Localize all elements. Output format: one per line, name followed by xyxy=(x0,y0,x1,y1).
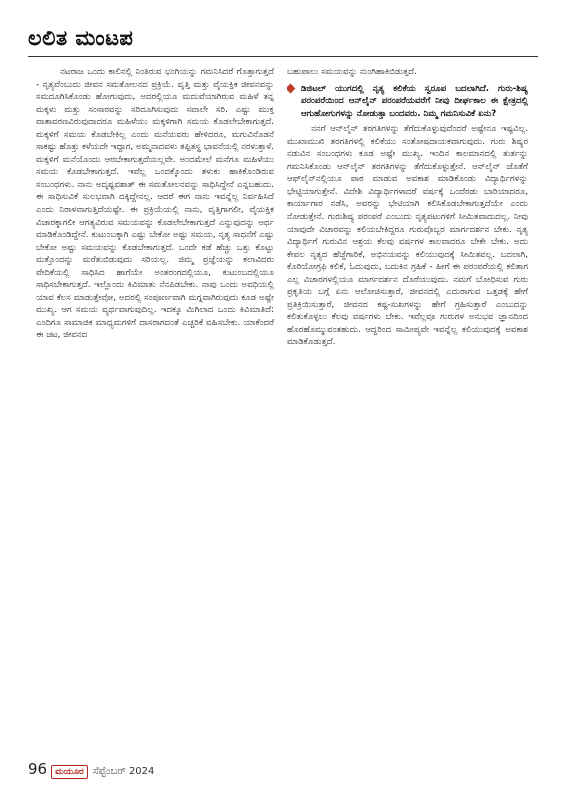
page-footer xyxy=(28,760,154,780)
article-paragraph: ನಟರಾಜ ಒಂದು ಕಾಲಿನಲ್ಲಿ ನಿಂತಿರುವ ಭಂಗಿಯನ್ನು ಗಮನಿಸಿದರೆ ಗೊತ್ತಾಗುತ್ತದೆ - ನೃತ್ಯವೆಂಬುದು ಜೀವನ ಸಮತೋಲನದ ಪ್ರಕ್ರಿಯೆ. ವೃತ್ತಿ ಮತ್ತು ವೈಯಕ್ತಿಕ ಜೀವನವನ್ನು ಸಮದೂಗಿಸಿಕೊಂಡು ಹೋಗುವುದು, ಅದರಲ್ಲಿಯೂ ಮದುವೆಯಾಗಿರುವ ಮಹಿಳೆ ತನ್ನ ಮಕ್ಕಳು ಮತ್ತು ಸಂಸಾರವನ್ನು ಸರಿದೂಗಿಸುವುದು ಸವಾಲೇ ಸರಿ. ಎಷ್ಟು ಮುಕ್ತ ವಾತಾವರಣವಿರುವುದಾದರೂ ಮಹಿಳೆಯು ಮಕ್ಕಳಿಗಾಗಿ ಸಮಯ ಕೊಡಲೇಬೇಕಾಗುತ್ತದೆ. ಮಕ್ಕಳಿಗೆ ಸಮಯ ಕೊಡಬೇಕಿಲ್ಲ ಎಂದು ಮನೆಯವರು ಹೇಳಿದರೂ, ಮಗುವಿನೊಡನೆ ಸಾಕಷ್ಟು ಹೊತ್ತು ಕಳೆಯದೇ ಇದ್ದಾಗ, ಅಮ್ಮನಾದವಳು ತಪ್ಪಿತಸ್ಥ ಭಾವನೆಯಲ್ಲಿ ನರಳುತ್ತಾಳೆ. ಮಕ್ಕಳಿಗೆ ಮನೆಯೊಂದು ಆರಬೇಕಾಗುತ್ತದೆಯಲ್ಲವೇ. ಅಂದಮೇಲೆ ಮನೆಗೂ ಮಹಿಳೆಯು ಸಮಯ ಕೊಡಬೇಕಾಗುತ್ತದೆ. ಇವೆಲ್ಲ ಒಂದಕ್ಕೊಂದು ತಳುಕು ಹಾಕಿಕೊಂಡಿರುವ ಸಂಬಂಧಗಳು. ನಾನು ಅದೃಷ್ಟವಶಾತ್ ಈ ಸಮತೋಲನವನ್ನು ಸಾಧಿಸಿದ್ದೇನೆ ಎನ್ನಬಹುದು. ಈ ಸಾಧಿಸುವಿಕೆ ಸುಲಭವಾಗಿ ದಕ್ಕಿದ್ದೇನಲ್ಲ. ಆದರೆ ಈಗ ನಾನು ಇವನ್ನೆಲ್ಲ ನಿರ್ವಹಿಸಿದೆ ಎಂದು ನಿರಾಳವಾಗುತ್ತಿದೆಯಷ್ಟೇ. ಈ ಪ್ರಕ್ರಿಯೆಯಲ್ಲಿ ನಾನು, ವೃತ್ತಿಗಾಗಲೀ, ವೈಯಕ್ತಿಕ ವಿಚಾರಕ್ಕಾಗಲೀ ಆಗತ್ಯವಿರುವ ಸಮಯವನ್ನು ಕೊಡಲೇಬೇಕಾಗುತ್ತದೆ ಎನ್ನುವುದನ್ನು ಅರ್ಥ ಮಾಡಿಕೊಂಡಿದ್ದೇನೆ. ಕುಟುಂಬಕ್ಕಾಗಿ ಎಷ್ಟು ಬೇಕೋ ಅಷ್ಟು ಸಮಯ, ನೃತ್ಯ ಸಾಧನೆಗೆ ಎಷ್ಟು ಬೇಕೋ ಅಷ್ಟು ಸಮಯವನ್ನು ಕೊಡಬೇಕಾಗುತ್ತದೆ. ಒಂದೇ ಕಡೆ ಹೆಚ್ಚು ಒತ್ತು ಕೊಟ್ಟು ಮತ್ತೊಂದನ್ನು ಮರೆತುಬಿಡುವುದು ಸರಿಯಲ್ಲ. ಜಿಮ್ಮ ಪ್ರಜ್ಞೆಯನ್ನು ಕಲಾವಿದರು ವೇದಿಕೆಯಲ್ಲಿ ಸಾಧಿಸಿದ ಹಾಗೆಯೇ ಅಂತರಂಗದಲ್ಲಿಯೂ, ಕುಟುಂಬದಲ್ಲಿಯೂ ಸಾಧಿಸಬೇಕಾಗುತ್ತದೆ. ಇಲ್ಲೊಂದು ಕಿವಿಮಾತು ನೆನಪಿಡಬೇಕು. ನಾವು ಒಂದು ಅವಧಿಯಲ್ಲಿ ಯಾವ ಕೆಲಸ ಮಾಡುತ್ತೇವೋ, ಅದರಲ್ಲಿ ಸಂಪೂರ್ಣವಾಗಿ ಮಗ್ನವಾಗಿರುವುದು ಕೂಡ ಅಷ್ಟೇ ಮುಖ್ಯ. ಆಗ ಸಮಯ ವ್ಯರ್ಥವಾಗುವುದಿಲ್ಲ. ಇದಕ್ಕೂ ಮಿಗಿಲಾದ ಒಂದು ಕಿವಿಮಾತಿದೆ: ಎಂದಿಗೂ ಸಾಮಾಜಿಕ ಮಾಧ್ಯಮಗಳಿಗೆ ದಾಸರಾಗದಂತೆ ಎಚ್ಚರಿಕೆ ವಹಿಸಬೇಕು. ಯಾಕೆಂದರೆ ಈ ಚಟ, ಜೀವನದ xyxy=(36,67,274,341)
header-divider xyxy=(28,56,538,57)
page-header xyxy=(28,26,538,58)
page-number: 96 xyxy=(28,760,48,778)
diamond-bullet-icon xyxy=(287,83,295,93)
article-paragraph-continuation: ಬಹುಪಾಲು ಸಮಯವನ್ನು ನುಂಗಿಹಾಕಿಬಿಡುತ್ತದೆ. xyxy=(287,67,417,77)
interview-answer: ನನಗೆ ಆನ್‌ಲೈನ್ ತರಗತಿಗಳನ್ನು ತೆಗೆದುಕೊಳ್ಳುವುದೆಂದರೆ ಅಷ್ಟೇನೂ ಇಷ್ಟವಿಲ್ಲ. ಮುಖಾಮುಖಿ ತರಗತಿಗಳಲ್ಲಿ ಕಲಿಕೆಯು ಸಂತೋಷದಾಯಕವಾಗುವುದು. ಗುರು ಶಿಷ್ಯರ ನಡುವಿನ ಸಂಬಂಧಗಳು ಕೂಡ ಅಷ್ಟೇ ಮುಖ್ಯ. ಇಂದಿನ ಕಾಲಮಾನದಲ್ಲಿ ತುರ್ತನ್ನು ಗಮನಿಸಿಕೊಂಡು ಆನ್‌ಲೈನ್ ತರಗತಿಗಳನ್ನು ತೆಗೆದುಕೊಳ್ಳುತ್ತೇನೆ. ಆನ್‌ಲೈನ್ ಜೊತೆಗೆ ಆಫ್‌ಲೈನ್‌ನಲ್ಲಿಯೂ ಪಾಠ ಮಾಡುವ ಅವಕಾಶ ಮಾಡಿಕೊಂಡು ವಿದ್ಯಾರ್ಥಿಗಳನ್ನು ಭೇಟ್ಟಿಯಾಗುತ್ತೇನೆ. ವಿದೇಶಿ ವಿದ್ಯಾರ್ಥಿಗಳಾದರೆ ವರ್ಷಕ್ಕೆ ಒಂದೆರಡು ಬಾರಿಯಾದರೂ, ಕಾರ್ಯಾಗಾರ ನಡೆಸಿ, ಅವರನ್ನು ಭೇಟಿಯಾಗಿ ಕಲಿಸಿಕೊಡಬೇಕಾಗುತ್ತದೆಯೇ ಎಂದು ನೋಡುತ್ತೇನೆ. ಗುರುಶಿಷ್ಯ ಪರಂಪರೆ ಎಂಬುದು ನೃತ್ಯಪಟುಗಳಿಗೆ ಸೀಮಿತವಾದುದಲ್ಲ. ನೀವು ಯಾವುದೇ ವಿಚಾರವನ್ನು ಕಲಿಯಬೇಕಿದ್ದರೂ ಗುರುವೊಬ್ಬರ ಮಾರ್ಗದರ್ಶನ ಬೇಕು. ನೃತ್ಯ ವಿದ್ಯಾರ್ಥಿಗೆ ಗುರುವಿನ ಆಶ್ರಯ ಕೆಲವು ವರ್ಷಗಳ ಕಾಲವಾದರೂ ಬೇಕೇ ಬೇಕು. ಅದು ಕೇವಲ ನೃತ್ಯದ ಹೆಜ್ಜೆಗಾರಿಕೆ, ಅಭಿನಯವನ್ನು ಕಲಿಯುವುದಕ್ಕೆ ಸೀಮಿತವಲ್ಲ. ಬದಲಾಗಿ, ಕೊರಿಯೋಗ್ರಫಿ ಕಲಿಕೆ, ಓದುವುದು, ಬದುಕಿನ ಗ್ರಹಿಕೆ - ಹೀಗೆ ಈ ಪರಂಪರೆಯಲ್ಲಿ ಕಲಿತಾಗ ಎಲ್ಲ ವಿಚಾರಗಳಲ್ಲಿಯೂ ಮಾರ್ಗದರ್ಶನ ದೊರೆಯುವುದು. ನಮಗೆ ಬೋಧಿಸುವ ಗುರು ಪ್ರಕೃತಿಯ ಬಗ್ಗೆ ಏನು ಆಲೋಚಿಸುತ್ತಾರೆ, ಜೀವನದಲ್ಲಿ ಎದುರಾಗುವ ಒತ್ತಡಕ್ಕೆ ಹೇಗೆ ಪ್ರತಿಕ್ರಿಯಿಸುತ್ತಾರೆ, ಜೀವನದ ಕಷ್ಟ-ಸುಖಗಳನ್ನು ಹೇಗೆ ಗ್ರಹಿಸುತ್ತಾರೆ ಎಂಬುದನ್ನು ಕಲಿತುಕೊಳ್ಳಲು ಕೆಲವು ವರ್ಷಗಳು ಬೇಕು. ಇವೆಲ್ಲವೂ ಗುರುಗಳ ಅನುಭವ ಜ್ಞಾನದಿಂದ ಹೊರಹೊಮ್ಮುವಂತಹುದು. ಆದ್ದರಿಂದ ಸಾಮೀಪ್ಯವೇ ಇವನ್ನೆಲ್ಲ ಕಲಿಯುವುದಕ್ಕೆ ಅವಕಾಶ ಮಾಡಿಕೊಡುತ್ತದೆ. xyxy=(287,124,528,348)
interview-question xyxy=(287,83,528,121)
article-column-left xyxy=(36,66,274,746)
magazine-logo: ಮಯೂರ xyxy=(51,765,88,779)
interview-question-text: ಡಿಜಿಟಲ್ ಯುಗದಲ್ಲಿ ನೃತ್ಯ ಕಲಿಕೆಯ ಸ್ವರೂಪ ಬದಲಾಗಿದೆ. ಗುರು-ಶಿಷ್ಯ ಪರಂಪರೆಯಿಂದ ಆನ್‌ಲೈನ್ ಪರಂಪರೆಯವರೆಗೆ ನೀವು ದೀರ್ಘಕಾಲ ಈ ಕ್ಷೇತ್ರದಲ್ಲಿ ಆಗುಹೋಗುಗಳನ್ನು ನೋಡುತ್ತಾ ಬಂದವರು. ನಿಮ್ಮ ಗಮನಿಸುವಿಕೆ ಏನು? xyxy=(301,83,528,119)
section-title: ಲಲಿತ ಮಂಟಪ xyxy=(28,26,134,50)
article-column-right xyxy=(287,66,528,746)
issue-date: ಸೆಪ್ಟೆಂಬರ್ 2024 xyxy=(92,766,155,777)
